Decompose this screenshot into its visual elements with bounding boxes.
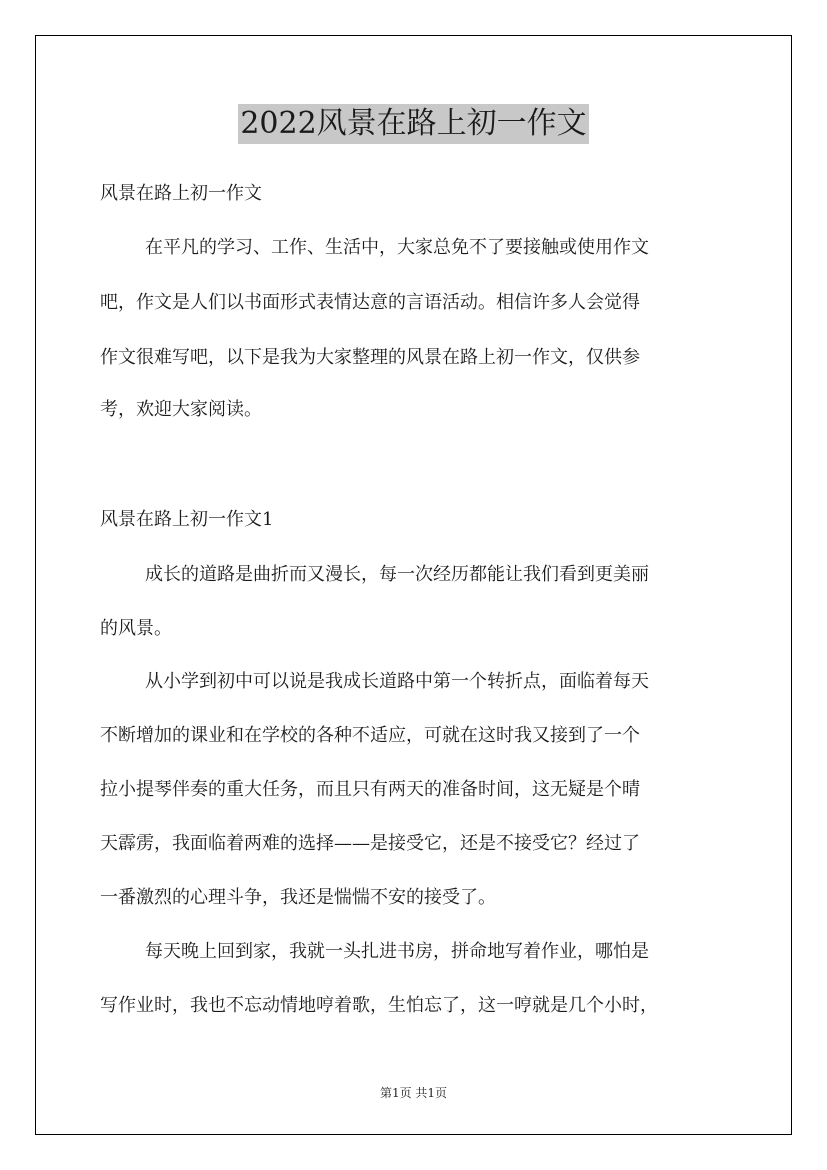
paragraph-line: 不断增加的课业和在学校的各种不适应，可就在这时我又接到了一个 (100, 725, 640, 746)
paragraph-line: 成长的道路是曲折而又漫长，每一次经历都能让我们看到更美丽 (145, 564, 649, 585)
paragraph-line: 每天晚上回到家，我就一头扎进书房，拼命地写着作业，哪怕是 (145, 941, 649, 962)
paragraph-line: 从小学到初中可以说是我成长道路中第一个转折点，面临着每天 (145, 671, 649, 692)
paragraph-line: 作文很难写吧，以下是我为大家整理的风景在路上初一作文，仅供参 (100, 347, 640, 368)
paragraph-line: 考，欢迎大家阅读。 (100, 399, 262, 420)
paragraph-line: 拉小提琴伴奏的重大任务，而且只有两天的准备时间，这无疑是个晴 (100, 779, 640, 800)
page-number-footer: 第1页 共1页 (379, 1086, 448, 1100)
paragraph-line: 吧，作文是人们以书面形式表情达意的言语活动。相信许多人会觉得 (100, 292, 640, 313)
subtitle-line: 风景在路上初一作文 (100, 183, 262, 204)
paragraph-line: 写作业时，我也不忘动情地哼着歌，生怕忘了，这一哼就是几个小时， (100, 995, 658, 1016)
document-title: 2022风景在路上初一作文 (238, 104, 588, 144)
title-container (0, 104, 827, 144)
section-heading: 风景在路上初一作文1 (100, 509, 274, 530)
paragraph-line: 一番激烈的心理斗争，我还是惴惴不安的接受了。 (100, 887, 496, 908)
paragraph-line: 在平凡的学习、工作、生活中，大家总免不了要接触或使用作文 (145, 237, 649, 258)
paragraph-line: 的风景。 (100, 618, 172, 639)
paragraph-line: 天霹雳，我面临着两难的选择——是接受它，还是不接受它？经过了 (100, 833, 640, 854)
